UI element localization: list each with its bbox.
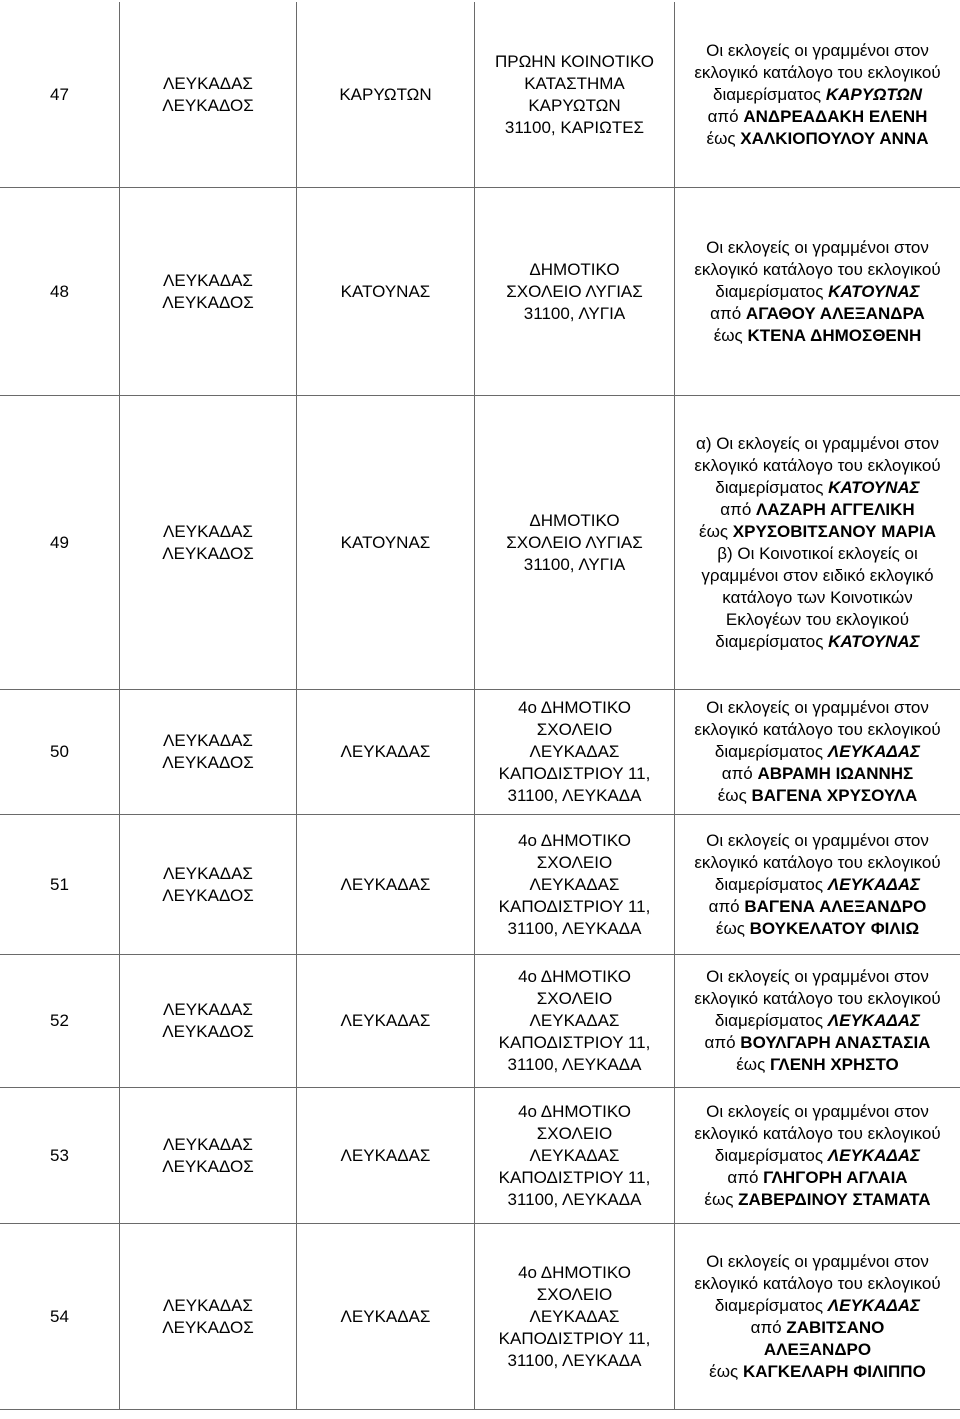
district-emphasis: ΛΕΥΚΑΔΑΣ xyxy=(827,1145,921,1165)
voter-name: ΓΛΕΝΗ ΧΡΗΣΤΟ xyxy=(770,1055,899,1074)
row-number-cell xyxy=(0,1088,120,1223)
voters-text: Οι εκλογείς οι γραμμένοι στον xyxy=(706,40,929,60)
voters-line xyxy=(715,477,919,499)
table-row xyxy=(0,690,960,815)
district-cell xyxy=(297,396,475,689)
voters-text: α) Οι εκλογείς οι γραμμένοι στον xyxy=(696,433,939,453)
polling-stations-table xyxy=(0,2,960,1410)
polling-station-line: 31100, ΛΕΥΚΑΔΑ xyxy=(507,1055,642,1074)
district-emphasis: ΚΑΤΟΥΝΑΣ xyxy=(828,281,920,301)
polling-station-cell xyxy=(475,690,675,814)
district-emphasis: ΚΑΤΟΥΝΑΣ xyxy=(828,631,920,651)
polling-station-line: 31100, ΛΥΓΙΑ xyxy=(523,554,626,574)
voters-text: εκλογικό κατάλογο του εκλογικού xyxy=(694,62,941,82)
district-name: ΛΕΥΚΑΔΑΣ xyxy=(340,1011,431,1030)
district-emphasis: ΚΑΡΥΩΤΩΝ xyxy=(825,84,922,104)
region-line: ΛΕΥΚΑΔΟΣ xyxy=(162,1156,254,1176)
row-number: 52 xyxy=(50,1011,69,1030)
polling-station-line: ΚΑΤΑΣΤΗΜΑ xyxy=(524,73,625,93)
polling-station-line: ΔΗΜΟΤΙΚΟ xyxy=(529,510,620,530)
table-row xyxy=(0,188,960,396)
district-cell xyxy=(297,188,475,395)
voters-line xyxy=(726,609,909,631)
voters-line xyxy=(704,1189,930,1211)
voters-text: έως xyxy=(699,521,729,541)
region-cell xyxy=(120,188,297,395)
voters-text: εκλογικό κατάλογο του εκλογικού xyxy=(694,1123,941,1143)
row-number: 48 xyxy=(50,281,69,301)
voters-line xyxy=(715,1145,920,1167)
voters-text: έως xyxy=(736,1055,766,1074)
row-number-cell xyxy=(0,1224,120,1409)
voters-line xyxy=(706,966,929,988)
region-cell xyxy=(120,1224,297,1409)
region-line: ΛΕΥΚΑΔΟΣ xyxy=(162,292,254,312)
voters-line xyxy=(715,1295,920,1317)
region-line: ΛΕΥΚΑΔΑΣ xyxy=(163,521,253,541)
polling-station-cell xyxy=(475,2,675,187)
district-emphasis: ΛΕΥΚΑΔΑΣ xyxy=(827,1295,921,1315)
voters-cell xyxy=(675,955,960,1087)
voters-line xyxy=(709,896,927,918)
voters-text: κατάλογο των Κοινοτικών xyxy=(722,587,913,607)
voters-text: διαμερίσματος xyxy=(715,477,824,497)
voter-name: ΧΡΥΣΟΒΙΤΣΑΝΟΥ ΜΑΡΙΑ xyxy=(732,521,936,541)
district-name: ΚΑΤΟΥΝΑΣ xyxy=(340,281,431,301)
polling-station-line: 31100, ΛΕΥΚΑΔΑ xyxy=(507,1350,642,1370)
voters-line xyxy=(716,918,919,940)
voters-cell xyxy=(675,1088,960,1223)
district-emphasis: ΚΑΤΟΥΝΑΣ xyxy=(828,477,920,497)
voters-line xyxy=(708,106,928,128)
district-emphasis: ΛΕΥΚΑΔΑΣ xyxy=(827,742,921,761)
polling-station-line: ΔΗΜΟΤΙΚΟ xyxy=(529,259,620,279)
voters-text: έως xyxy=(704,1189,734,1209)
voters-cell xyxy=(675,396,960,689)
table-row xyxy=(0,1088,960,1224)
district-cell xyxy=(297,1088,475,1223)
region-cell xyxy=(120,1088,297,1223)
voters-line xyxy=(706,697,929,719)
region-line: ΛΕΥΚΑΔΑΣ xyxy=(163,1000,253,1019)
voters-line xyxy=(715,874,920,896)
polling-station-line: 31100, ΛΕΥΚΑΔΑ xyxy=(507,918,642,938)
row-number: 49 xyxy=(50,532,69,552)
voters-text: από xyxy=(721,764,753,783)
polling-station-cell xyxy=(475,396,675,689)
region-line: ΛΕΥΚΑΔΟΣ xyxy=(162,1022,254,1041)
voters-line xyxy=(706,1101,929,1123)
district-cell xyxy=(297,955,475,1087)
voter-name: ΚΑΓΚΕΛΑΡΗ ΦΙΛΙΠΠΟ xyxy=(742,1361,926,1381)
voters-line xyxy=(715,741,920,763)
district-cell xyxy=(297,2,475,187)
polling-station-line: ΛΕΥΚΑΔΑΣ xyxy=(529,1011,620,1030)
voters-text: διαμερίσματος xyxy=(714,1145,824,1165)
voter-name: ΧΑΛΚΙΟΠΟΥΛΟΥ ΑΝΝΑ xyxy=(740,128,929,148)
voters-line xyxy=(694,62,940,84)
polling-station-line: ΣΧΟΛΕΙΟ xyxy=(536,1123,613,1143)
voters-line xyxy=(727,1167,907,1189)
polling-station-line: 4ο ΔΗΜΟΤΙΚΟ xyxy=(518,830,631,850)
voter-name: ΑΒΡΑΜΗ ΙΩΑΝΝΗΣ xyxy=(757,764,914,783)
voters-line xyxy=(694,455,940,477)
region-cell xyxy=(120,2,297,187)
polling-station-cell xyxy=(475,1224,675,1409)
voters-cell xyxy=(675,1224,960,1409)
polling-station-line: ΛΕΥΚΑΔΑΣ xyxy=(529,874,620,894)
voters-text: έως xyxy=(717,786,747,805)
voters-text: Οι εκλογείς οι γραμμένοι στον xyxy=(706,237,929,257)
table-row xyxy=(0,396,960,690)
polling-station-line: ΚΑΠΟΔΙΣΤΡΙΟΥ 11, xyxy=(498,1033,651,1052)
voters-text: γραμμένοι στον ειδικό εκλογικό xyxy=(701,565,934,585)
voters-line xyxy=(706,40,929,62)
voters-text: εκλογικό κατάλογο του εκλογικού xyxy=(694,1273,941,1293)
voters-text: από xyxy=(707,106,739,126)
region-line: ΛΕΥΚΑΔΟΣ xyxy=(162,543,254,563)
row-number: 47 xyxy=(50,84,69,104)
region-line: ΛΕΥΚΑΔΑΣ xyxy=(163,731,253,750)
voters-text: εκλογικό κατάλογο του εκλογικού xyxy=(694,455,941,475)
region-line: ΛΕΥΚΑΔΑΣ xyxy=(163,270,253,290)
voters-line xyxy=(706,237,929,259)
voters-line xyxy=(715,281,919,303)
voters-text: διαμερίσματος xyxy=(715,631,824,651)
voters-line xyxy=(713,84,922,106)
voters-text: διαμερίσματος xyxy=(715,281,824,301)
voters-text: έως xyxy=(709,1361,739,1381)
polling-station-cell xyxy=(475,955,675,1087)
voters-line xyxy=(751,1317,885,1339)
voter-name: ΖΑΒΕΡΔΙΝΟΥ ΣΤΑΜΑΤΑ xyxy=(738,1189,931,1209)
polling-station-line: 4ο ΔΗΜΟΤΙΚΟ xyxy=(518,698,631,717)
voter-name: ΒΟΥΛΓΑΡΗ ΑΝΑΣΤΑΣΙΑ xyxy=(740,1033,931,1052)
voters-text: Οι εκλογείς οι γραμμένοι στον xyxy=(706,1101,929,1121)
polling-station-line: 4ο ΔΗΜΟΤΙΚΟ xyxy=(518,967,631,986)
voters-text: διαμερίσματος xyxy=(714,874,824,894)
polling-station-line: ΚΑΠΟΔΙΣΤΡΙΟΥ 11, xyxy=(498,1328,651,1348)
region-line: ΛΕΥΚΑΔΟΣ xyxy=(162,753,254,772)
voters-text: Οι εκλογείς οι γραμμένοι στον xyxy=(706,1251,929,1271)
region-line: ΛΕΥΚΑΔΑΣ xyxy=(163,863,253,883)
polling-station-line: ΚΑΠΟΔΙΣΤΡΙΟΥ 11, xyxy=(498,1167,651,1187)
voters-text: από xyxy=(710,303,742,323)
voters-line xyxy=(709,1361,926,1383)
region-cell xyxy=(120,955,297,1087)
polling-station-line: ΛΕΥΚΑΔΑΣ xyxy=(529,1306,620,1326)
voters-text: διαμερίσματος xyxy=(712,84,822,104)
row-number-cell xyxy=(0,2,120,187)
voters-text: από xyxy=(704,1033,736,1052)
voter-name: ΒΑΓΕΝΑ ΧΡΥΣΟΥΛΑ xyxy=(751,786,918,805)
polling-station-line: 31100, ΚΑΡΙΩΤΕΣ xyxy=(504,117,645,137)
district-name: ΛΕΥΚΑΔΑΣ xyxy=(340,1306,431,1326)
voters-line xyxy=(720,499,914,521)
polling-station-line: 31100, ΛΕΥΚΑΔΑ xyxy=(507,1189,642,1209)
voters-line xyxy=(706,1251,929,1273)
row-number-cell xyxy=(0,690,120,814)
row-number: 50 xyxy=(50,742,69,761)
voters-line xyxy=(696,433,939,455)
polling-station-line: ΚΑΠΟΔΙΣΤΡΙΟΥ 11, xyxy=(498,764,651,783)
region-line: ΛΕΥΚΑΔΑΣ xyxy=(163,73,253,93)
district-emphasis: ΛΕΥΚΑΔΑΣ xyxy=(827,874,921,894)
voters-cell xyxy=(675,188,960,395)
voters-text: Οι εκλογείς οι γραμμένοι στον xyxy=(706,967,929,986)
polling-station-cell xyxy=(475,815,675,954)
voters-line xyxy=(764,1339,871,1361)
voters-line xyxy=(717,543,917,565)
voters-text: έως xyxy=(706,128,736,148)
voters-text: Οι εκλογείς οι γραμμένοι στον xyxy=(706,830,929,850)
voters-text: διαμερίσματος xyxy=(714,742,824,761)
district-cell xyxy=(297,1224,475,1409)
polling-station-line: ΣΧΟΛΕΙΟ ΛΥΓΙΑΣ xyxy=(506,281,643,301)
polling-station-line: 4ο ΔΗΜΟΤΙΚΟ xyxy=(518,1262,631,1282)
voters-line xyxy=(694,988,940,1010)
polling-station-line: ΛΕΥΚΑΔΑΣ xyxy=(529,1145,620,1165)
region-line: ΛΕΥΚΑΔΟΣ xyxy=(162,1317,254,1337)
voter-name: ΒΑΓΕΝΑ ΑΛΕΞΑΝΔΡΟ xyxy=(744,896,927,916)
polling-station-line: ΣΧΟΛΕΙΟ xyxy=(536,989,613,1008)
district-name: ΛΕΥΚΑΔΑΣ xyxy=(340,874,431,894)
voters-line xyxy=(715,1010,920,1032)
region-cell xyxy=(120,396,297,689)
voter-name: ΒΟΥΚΕΛΑΤΟΥ ΦΙΛΙΩ xyxy=(749,918,920,938)
voters-line xyxy=(736,1054,899,1076)
voters-line xyxy=(706,830,929,852)
polling-station-line: ΣΧΟΛΕΙΟ xyxy=(536,1284,613,1304)
voter-name: ΑΓΑΘΟΥ ΑΛΕΞΑΝΔΡΑ xyxy=(745,303,925,323)
voters-text: διαμερίσματος xyxy=(714,1011,824,1030)
district-name: ΚΑΡΥΩΤΩΝ xyxy=(339,84,432,104)
voters-line xyxy=(722,587,912,609)
voters-line xyxy=(705,1032,931,1054)
district-cell xyxy=(297,690,475,814)
voters-text: β) Οι Κοινοτικοί εκλογείς οι xyxy=(717,543,918,563)
voters-cell xyxy=(675,690,960,814)
voters-line xyxy=(715,631,919,653)
district-emphasis: ΛΕΥΚΑΔΑΣ xyxy=(827,1011,921,1030)
region-line: ΛΕΥΚΑΔΑΣ xyxy=(163,1134,253,1154)
polling-station-cell xyxy=(475,1088,675,1223)
table-row xyxy=(0,2,960,188)
polling-station-line: ΚΑΠΟΔΙΣΤΡΙΟΥ 11, xyxy=(498,896,651,916)
row-number-cell xyxy=(0,188,120,395)
voters-line xyxy=(694,719,940,741)
polling-station-line: ΣΧΟΛΕΙΟ xyxy=(536,852,613,872)
voters-text: εκλογικό κατάλογο του εκλογικού xyxy=(694,989,941,1008)
voters-line xyxy=(699,521,936,543)
region-line: ΛΕΥΚΑΔΟΣ xyxy=(162,885,254,905)
voters-line xyxy=(722,763,913,785)
table-row xyxy=(0,1224,960,1410)
row-number: 53 xyxy=(50,1145,69,1165)
region-line: ΛΕΥΚΑΔΑΣ xyxy=(163,1295,253,1315)
district-name: ΛΕΥΚΑΔΑΣ xyxy=(340,1145,431,1165)
polling-station-line: 4ο ΔΗΜΟΤΙΚΟ xyxy=(518,1101,631,1121)
voters-text: από xyxy=(720,499,752,519)
polling-station-line: ΛΕΥΚΑΔΑΣ xyxy=(529,742,620,761)
voters-text: Εκλογέων του εκλογικού xyxy=(725,609,910,629)
row-number-cell xyxy=(0,396,120,689)
voter-name: ΖΑΒΙΤΣΑΝΟ xyxy=(786,1317,885,1337)
voter-name: ΚΤΕΝΑ ΔΗΜΟΣΘΕΝΗ xyxy=(747,325,922,345)
voters-cell xyxy=(675,2,960,187)
polling-station-line: ΚΑΡΥΩΤΩΝ xyxy=(528,95,621,115)
row-number: 51 xyxy=(50,874,69,894)
polling-station-line: ΣΧΟΛΕΙΟ xyxy=(536,720,613,739)
voter-name: ΑΝΔΡΕΑΔΑΚΗ ΕΛΕΝΗ xyxy=(743,106,928,126)
row-number-cell xyxy=(0,955,120,1087)
row-number: 54 xyxy=(50,1306,69,1326)
voters-text: εκλογικό κατάλογο του εκλογικού xyxy=(694,720,941,739)
table-row xyxy=(0,955,960,1088)
voters-text: έως xyxy=(713,325,743,345)
voter-name: ΑΛΕΞΑΝΔΡΟ xyxy=(763,1339,872,1359)
voters-text: εκλογικό κατάλογο του εκλογικού xyxy=(694,259,941,279)
voters-line xyxy=(694,1123,940,1145)
voters-text: από xyxy=(727,1167,759,1187)
voters-cell xyxy=(675,815,960,954)
region-line: ΛΕΥΚΑΔΟΣ xyxy=(162,95,254,115)
region-cell xyxy=(120,815,297,954)
row-number-cell xyxy=(0,815,120,954)
voters-text: εκλογικό κατάλογο του εκλογικού xyxy=(694,852,941,872)
voters-text: έως xyxy=(715,918,745,938)
district-cell xyxy=(297,815,475,954)
voters-line xyxy=(701,565,933,587)
polling-station-line: 31100, ΛΕΥΚΑΔΑ xyxy=(507,786,642,805)
voters-text: από xyxy=(750,1317,782,1337)
district-name: ΛΕΥΚΑΔΑΣ xyxy=(340,742,431,761)
voters-line xyxy=(718,785,918,807)
voters-line xyxy=(694,1273,940,1295)
voters-line xyxy=(710,303,925,325)
voters-line xyxy=(694,259,940,281)
polling-station-line: 31100, ΛΥΓΙΑ xyxy=(523,303,626,323)
polling-station-cell xyxy=(475,188,675,395)
district-name: ΚΑΤΟΥΝΑΣ xyxy=(340,532,431,552)
polling-station-line: ΣΧΟΛΕΙΟ ΛΥΓΙΑΣ xyxy=(506,532,643,552)
voters-text: Οι εκλογείς οι γραμμένοι στον xyxy=(706,698,929,717)
voters-line xyxy=(694,852,940,874)
polling-station-line: ΠΡΩΗΝ ΚΟΙΝΟΤΙΚΟ xyxy=(494,51,654,71)
voters-line xyxy=(707,128,929,150)
voters-line xyxy=(714,325,922,347)
voter-name: ΛΑΖΑΡΗ ΑΓΓΕΛΙΚΗ xyxy=(756,499,915,519)
region-cell xyxy=(120,690,297,814)
table-row xyxy=(0,815,960,955)
voter-name: ΓΛΗΓΟΡΗ ΑΓΛΑΙΑ xyxy=(763,1167,908,1187)
voters-text: από xyxy=(708,896,740,916)
voters-text: διαμερίσματος xyxy=(714,1295,824,1315)
